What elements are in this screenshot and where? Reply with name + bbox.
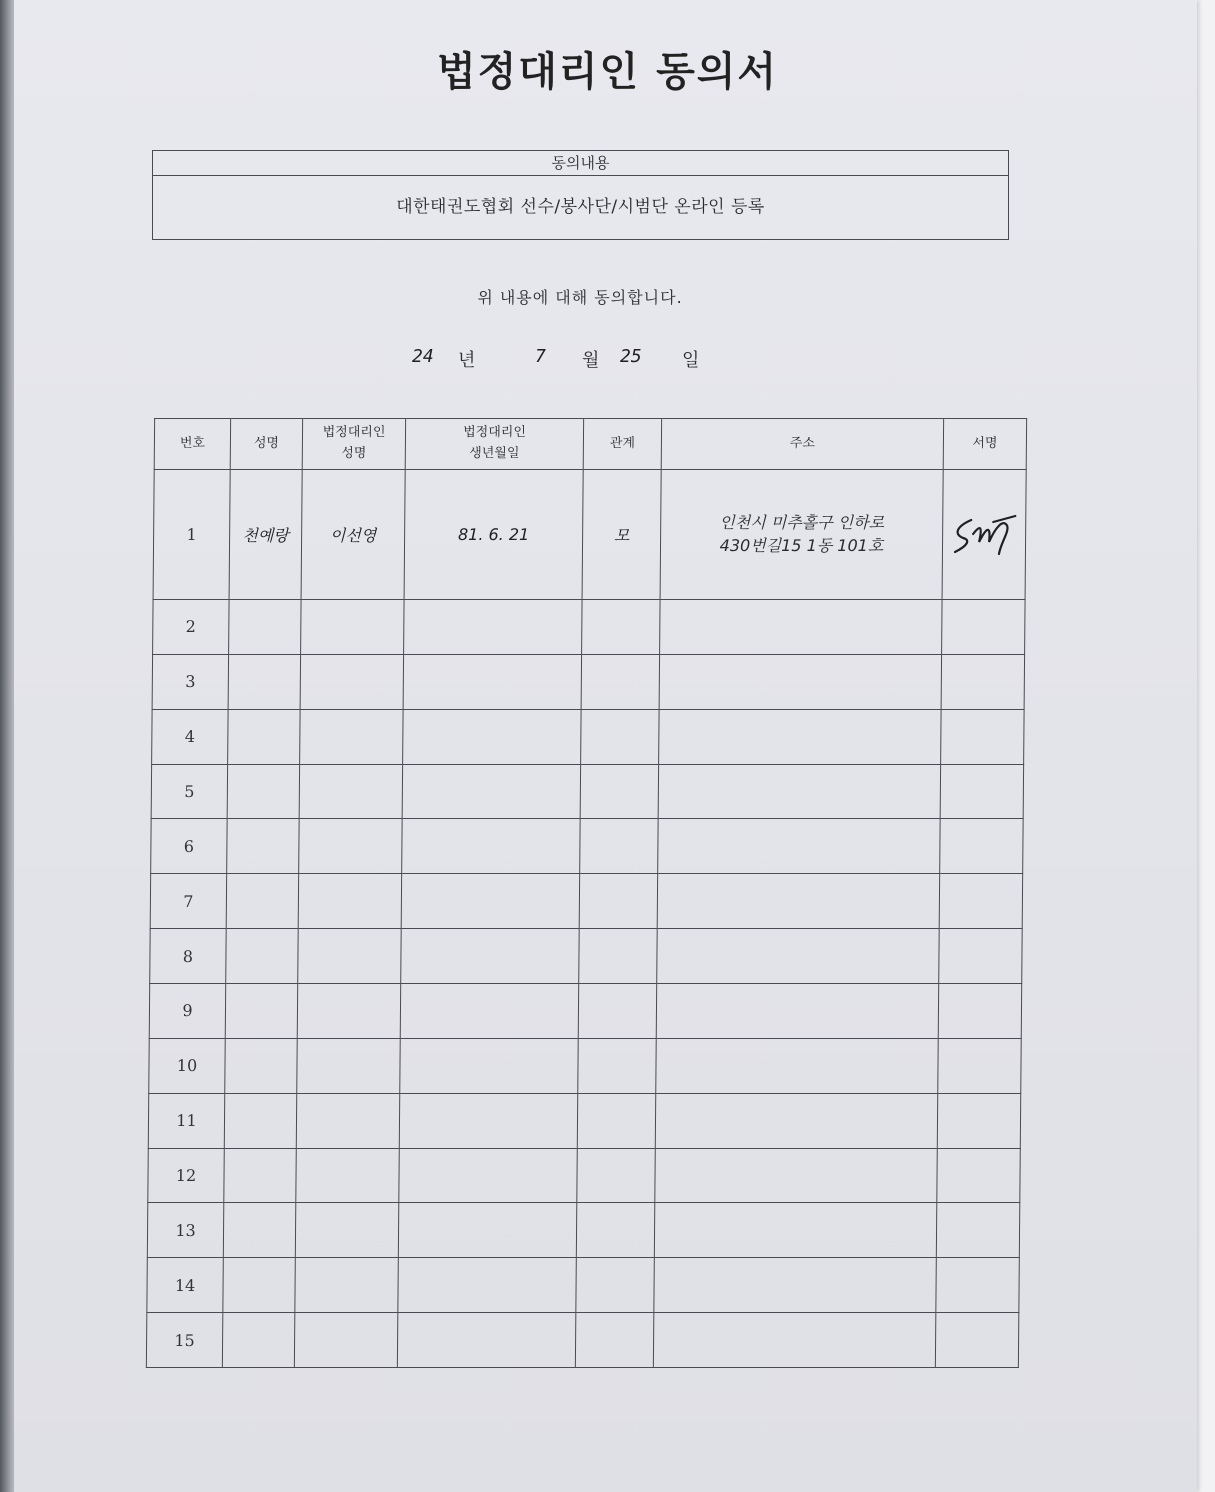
empty-cell bbox=[223, 1203, 295, 1258]
empty-cell bbox=[400, 1038, 578, 1093]
header-signature: 서명 bbox=[943, 419, 1026, 470]
empty-cell bbox=[300, 709, 403, 764]
participant-name: 천예랑 bbox=[229, 470, 302, 600]
empty-cell bbox=[401, 929, 579, 984]
table-header-row bbox=[154, 419, 1026, 470]
empty-cell bbox=[301, 599, 404, 654]
empty-cell bbox=[402, 764, 580, 819]
empty-cell bbox=[579, 874, 657, 929]
empty-cell bbox=[404, 599, 582, 654]
empty-cell bbox=[937, 1093, 1020, 1148]
empty-cell bbox=[296, 1148, 399, 1203]
empty-cell bbox=[578, 983, 656, 1038]
consent-content: 대한태권도협회 선수/봉사단/시범단 온라인 등록 bbox=[396, 197, 765, 217]
empty-cell bbox=[398, 1203, 576, 1258]
empty-cell bbox=[226, 874, 298, 929]
row-number: 14 bbox=[147, 1258, 223, 1313]
empty-cell bbox=[655, 1148, 937, 1203]
row-number: 4 bbox=[152, 709, 228, 764]
empty-cell bbox=[296, 1093, 399, 1148]
empty-cell bbox=[939, 874, 1022, 929]
date-month-value: 7 bbox=[535, 346, 546, 367]
roster-table-wrapper bbox=[146, 418, 1026, 1368]
table-row bbox=[153, 599, 1025, 654]
empty-cell bbox=[399, 1148, 577, 1203]
empty-cell bbox=[659, 654, 941, 709]
row-number: 2 bbox=[153, 599, 229, 654]
header-address: 주소 bbox=[661, 419, 943, 470]
empty-cell bbox=[223, 1258, 295, 1313]
empty-cell bbox=[940, 764, 1023, 819]
date-year-value: 24 bbox=[412, 346, 434, 367]
empty-cell bbox=[295, 1258, 398, 1313]
empty-cell bbox=[224, 1148, 296, 1203]
row-number: 10 bbox=[149, 1038, 225, 1093]
empty-cell bbox=[654, 1203, 936, 1258]
empty-cell bbox=[941, 709, 1024, 764]
empty-cell bbox=[658, 819, 940, 874]
empty-cell bbox=[400, 983, 578, 1038]
table-row bbox=[151, 764, 1023, 819]
table-row bbox=[149, 1038, 1021, 1093]
date-day-unit: 일 bbox=[682, 350, 700, 371]
empty-cell bbox=[402, 819, 580, 874]
row-number: 5 bbox=[151, 764, 227, 819]
empty-cell bbox=[297, 983, 400, 1038]
empty-cell bbox=[938, 983, 1021, 1038]
table-row bbox=[148, 1093, 1020, 1148]
guardian-birthdate: 81. 6. 21 bbox=[404, 470, 583, 600]
empty-cell bbox=[660, 599, 942, 654]
agreement-text: 위 내용에 대해 동의합니다. bbox=[477, 288, 683, 307]
row-number: 3 bbox=[152, 654, 228, 709]
row-number: 1 bbox=[153, 470, 230, 600]
header-guardian-birth-line2: 생년월일 bbox=[469, 446, 520, 461]
address-line1: 인천시 미추홀구 인하로 bbox=[719, 513, 885, 533]
empty-cell bbox=[578, 1038, 656, 1093]
row-number: 12 bbox=[148, 1148, 224, 1203]
header-guardian-name bbox=[302, 419, 405, 470]
row-number: 6 bbox=[151, 819, 227, 874]
empty-cell bbox=[225, 983, 297, 1038]
empty-cell bbox=[403, 654, 581, 709]
empty-cell bbox=[936, 1203, 1019, 1258]
empty-cell bbox=[655, 1093, 937, 1148]
empty-cell bbox=[227, 819, 299, 874]
empty-cell bbox=[659, 709, 941, 764]
empty-cell bbox=[577, 1148, 655, 1203]
empty-cell bbox=[582, 599, 660, 654]
row-number: 8 bbox=[150, 929, 226, 984]
table-row bbox=[152, 654, 1024, 709]
header-name: 성명 bbox=[230, 419, 302, 470]
table-row bbox=[149, 983, 1021, 1038]
empty-cell bbox=[298, 929, 401, 984]
empty-cell bbox=[229, 599, 301, 654]
row-number: 7 bbox=[150, 874, 226, 929]
empty-cell bbox=[579, 929, 657, 984]
empty-cell bbox=[657, 874, 939, 929]
table-row bbox=[150, 874, 1022, 929]
empty-cell bbox=[403, 709, 581, 764]
header-guardian-name-line1: 법정대리인 bbox=[322, 425, 386, 441]
table-row bbox=[151, 819, 1023, 874]
table-row bbox=[153, 470, 1026, 600]
date-line bbox=[410, 340, 730, 380]
empty-cell bbox=[581, 654, 659, 709]
header-guardian-birth-line1: 법정대리인 bbox=[463, 425, 526, 441]
empty-cell bbox=[299, 764, 402, 819]
signature-cell bbox=[942, 470, 1026, 600]
empty-cell bbox=[941, 654, 1024, 709]
header-guardian-birth bbox=[405, 419, 583, 470]
empty-cell bbox=[654, 1258, 936, 1313]
empty-cell bbox=[658, 764, 940, 819]
table-row bbox=[147, 1203, 1019, 1258]
empty-cell bbox=[656, 983, 938, 1038]
empty-cell bbox=[937, 1148, 1020, 1203]
empty-cell bbox=[576, 1258, 654, 1313]
table-row bbox=[147, 1258, 1019, 1313]
empty-cell bbox=[656, 1038, 938, 1093]
address bbox=[660, 470, 943, 600]
empty-cell bbox=[576, 1203, 654, 1258]
empty-cell bbox=[939, 929, 1022, 984]
empty-cell bbox=[300, 654, 403, 709]
address-line2: 430번길15 1동 101호 bbox=[719, 536, 884, 556]
empty-cell bbox=[580, 819, 658, 874]
empty-cell bbox=[298, 874, 401, 929]
empty-cell bbox=[224, 1093, 296, 1148]
empty-cell bbox=[936, 1258, 1019, 1313]
table-row bbox=[146, 1313, 1018, 1368]
row-number: 15 bbox=[146, 1313, 222, 1368]
consent-box bbox=[152, 150, 1009, 240]
empty-cell bbox=[294, 1313, 397, 1368]
empty-cell bbox=[398, 1258, 576, 1313]
empty-cell bbox=[397, 1313, 575, 1368]
table-row bbox=[150, 929, 1022, 984]
date-day-value: 25 bbox=[620, 346, 642, 367]
empty-cell bbox=[228, 709, 300, 764]
row-number: 9 bbox=[149, 983, 225, 1038]
empty-cell bbox=[935, 1313, 1018, 1368]
header-guardian-name-line2: 성명 bbox=[341, 446, 367, 461]
roster-table bbox=[146, 418, 1027, 1368]
empty-cell bbox=[295, 1203, 398, 1258]
empty-cell bbox=[577, 1093, 655, 1148]
date-month-unit: 월 bbox=[582, 350, 600, 371]
empty-cell bbox=[399, 1093, 577, 1148]
empty-cell bbox=[657, 929, 939, 984]
header-relation: 관계 bbox=[583, 419, 661, 470]
empty-cell bbox=[297, 1038, 400, 1093]
row-number: 13 bbox=[147, 1203, 223, 1258]
empty-cell bbox=[226, 929, 298, 984]
empty-cell bbox=[653, 1313, 935, 1368]
empty-cell bbox=[225, 1038, 297, 1093]
row-number: 11 bbox=[148, 1093, 224, 1148]
empty-cell bbox=[228, 654, 300, 709]
empty-cell bbox=[299, 819, 402, 874]
background-surface bbox=[1197, 0, 1215, 1492]
guardian-name: 이선영 bbox=[301, 470, 405, 600]
handwritten-signature bbox=[949, 512, 1019, 556]
empty-cell bbox=[938, 1038, 1021, 1093]
consent-header: 동의내용 bbox=[153, 151, 1008, 176]
empty-cell bbox=[401, 874, 579, 929]
date-year-unit: 년 bbox=[458, 350, 476, 371]
empty-cell bbox=[222, 1313, 294, 1368]
header-number: 번호 bbox=[154, 419, 230, 470]
empty-cell bbox=[227, 764, 299, 819]
empty-cell bbox=[575, 1313, 653, 1368]
empty-cell bbox=[580, 764, 658, 819]
relation: 모 bbox=[582, 470, 661, 600]
document-title: 법정대리인 동의서 bbox=[436, 48, 779, 95]
table-row bbox=[148, 1148, 1020, 1203]
empty-cell bbox=[942, 599, 1025, 654]
empty-cell bbox=[940, 819, 1023, 874]
empty-cell bbox=[581, 709, 659, 764]
table-row bbox=[152, 709, 1024, 764]
